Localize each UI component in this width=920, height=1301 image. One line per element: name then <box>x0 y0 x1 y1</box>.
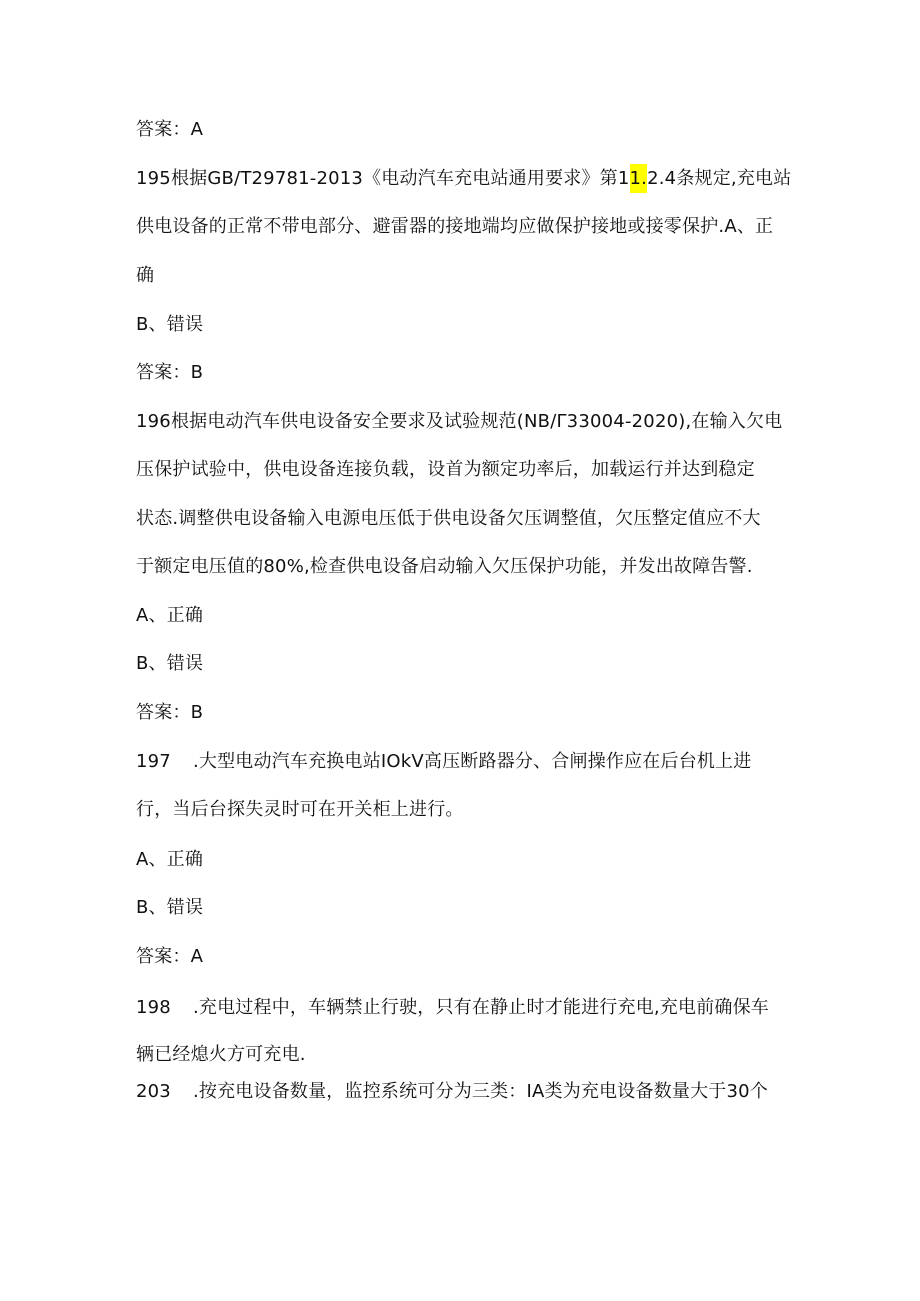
answer-194: 答案：A <box>136 119 204 140</box>
question-203-number: 203 <box>136 1081 171 1102</box>
question-197-line-1 <box>136 750 752 774</box>
question-198-text: .充电过程中，车辆禁止行驶，只有在静止时才能进行充电,充电前确保车 <box>192 997 770 1018</box>
question-196-line-3: 状态.调整供电设备输入电源电压低于供电设备欠压调整值，欠压整定值应不大 <box>136 508 761 529</box>
question-203-text: .按充电设备数量，监控系统可分为三类：IA类为充电设备数量大于30个 <box>192 1081 769 1102</box>
question-196-line-4: 于额定电压值的80%,检查供电设备启动输入欠压保护功能，并发出故障告警. <box>136 556 753 577</box>
question-203-line-1 <box>136 1080 768 1104</box>
question-196-line-2: 压保护试验中，供电设备连接负载，设首为额定功率后，加载运行并达到稳定 <box>136 459 755 480</box>
question-197-number: 197 <box>136 751 171 772</box>
question-196-line-1: 196根据电动汽车供电设备安全要求及试验规范(NB∕Γ33004-2020),在输入欠电 <box>136 411 783 432</box>
question-195-line-1 <box>136 167 791 191</box>
highlighted-text: 1. <box>630 164 648 193</box>
question-195-option-b: B、错误 <box>136 314 204 335</box>
question-197-option-b: B、错误 <box>136 897 204 918</box>
question-198-line-1 <box>136 996 769 1020</box>
question-195-line-3: 确 <box>136 265 155 286</box>
question-197-line-2: 行，当后台探失灵时可在开关柜上进行。 <box>136 799 464 820</box>
question-196-option-a: A、正确 <box>136 605 204 626</box>
question-195-line-2: 供电设备的正常不带电部分、避雷器的接地端均应做保护接地或接零保护.A、正 <box>136 216 774 237</box>
question-198-number: 198 <box>136 997 171 1018</box>
question-197-option-a: A、正确 <box>136 849 204 870</box>
answer-195: 答案：B <box>136 362 204 383</box>
question-195-text-end: 2.4条规定,充电站 <box>647 168 792 189</box>
answer-196: 答案：B <box>136 702 204 723</box>
question-195-text-start: 195根据GB/T29781-2013《电动汽车充电站通用要求》第1 <box>136 168 630 189</box>
question-198-line-2: 辆已经熄火方可充电. <box>136 1044 306 1065</box>
answer-197: 答案：A <box>136 946 204 967</box>
question-197-text: .大型电动汽车充换电站IOkV高压断路器分、合闸操作应在后台机上进 <box>192 751 752 772</box>
question-196-option-b: B、错误 <box>136 653 204 674</box>
